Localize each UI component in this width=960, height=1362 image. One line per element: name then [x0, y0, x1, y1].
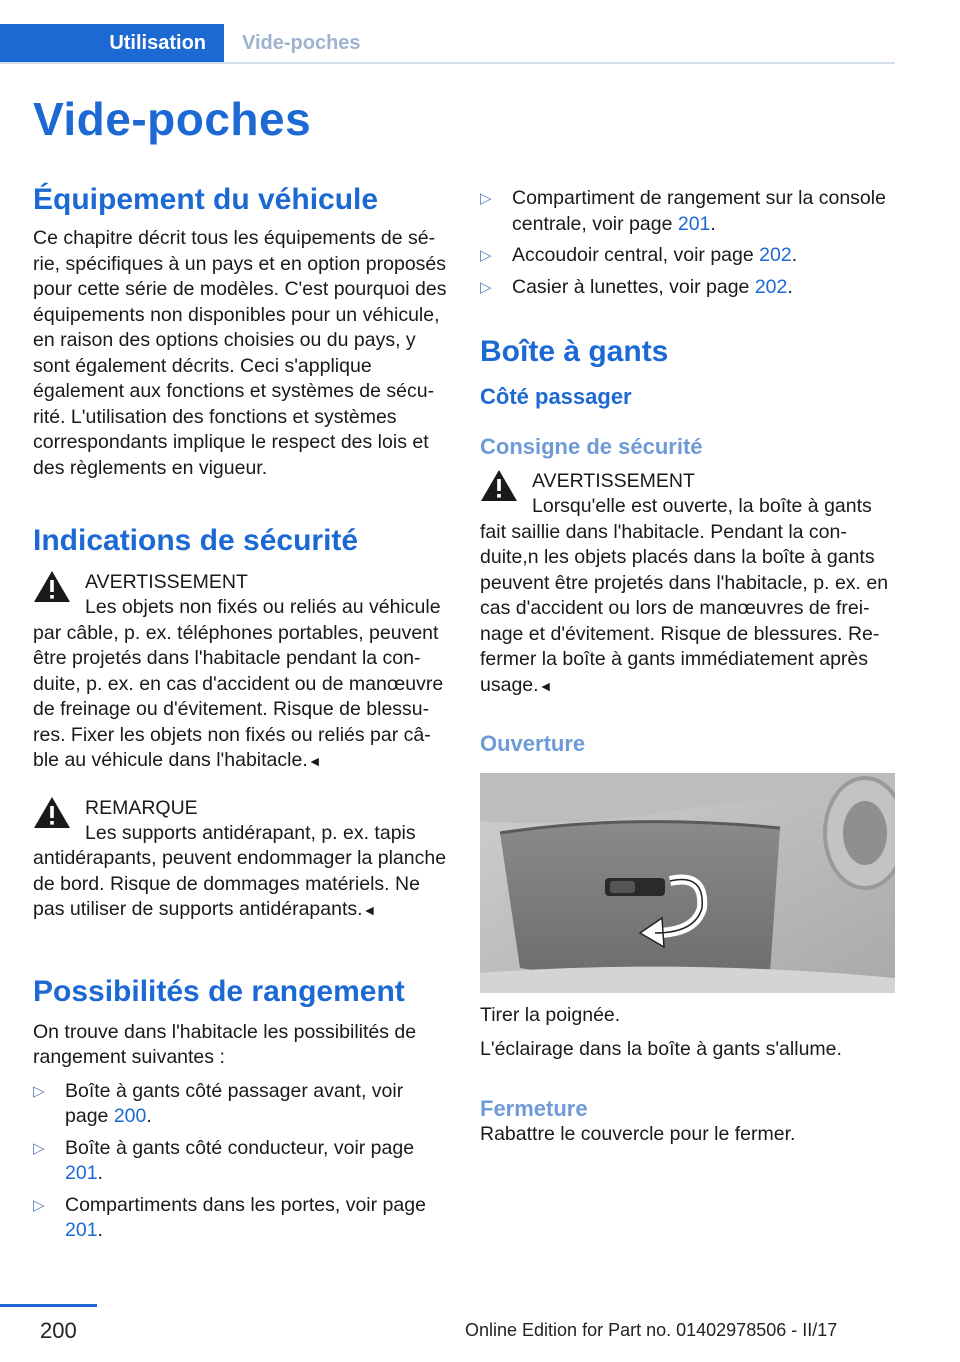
- page-link[interactable]: 201: [65, 1162, 98, 1184]
- storage-list-right: [480, 186, 895, 300]
- heading-opening: Ouverture: [480, 731, 586, 756]
- note-title: REMARQUE: [85, 796, 198, 819]
- left-column: [33, 180, 448, 1250]
- tab-vide-poches[interactable]: Vide-poches: [242, 32, 361, 54]
- warning-text: fait saillie dans l'habitacle. Pendant la conduite,n les objets placés dans la boîte à gants peuvent être projetés dans l'habitacle, p. ex. en cas d'accident ou lors de manœuvres de freinage et d'évitement. Risque de blessures. Refermer la boîte à gants immédiatement après usage.: [480, 520, 889, 696]
- list-item: ▷ Compartiments dans les portes, voir page 201.: [33, 1193, 426, 1241]
- note-text: antidérapants, peuvent endommager la planche de bord. Risque de dommages matériels. Ne pas utiliser de supports antidérapants.: [33, 847, 447, 920]
- warning-block-objects: [33, 569, 448, 775]
- triangle-bullet-icon: ▷: [33, 1139, 45, 1157]
- page-link[interactable]: 201: [65, 1219, 98, 1241]
- page-link[interactable]: 200: [113, 1105, 147, 1127]
- opening-step-2: L'éclairage dans la boîte à gants s'allume.: [480, 1037, 842, 1060]
- list-item: ▷ Compartiment de rangement sur la console centrale, voir page 201.: [480, 187, 886, 235]
- page-link[interactable]: 201: [677, 212, 711, 235]
- heading-equipment: Équipement du véhicule: [33, 183, 379, 216]
- page-number: 200: [40, 1318, 77, 1343]
- glovebox-photo: [480, 773, 895, 993]
- footer-rule: [0, 1304, 97, 1307]
- heading-storage: Possibilités de rangement: [33, 974, 405, 1008]
- list-item: ▷ Boîte à gants côté passager avant, voir page 200.: [33, 1079, 404, 1127]
- triangle-bullet-icon: ▷: [33, 1196, 45, 1214]
- triangle-bullet-icon: ▷: [33, 1082, 45, 1100]
- triangle-bullet-icon: ▷: [480, 190, 492, 207]
- page-title: Vide-poches: [33, 93, 312, 145]
- end-mark: ◄: [538, 677, 553, 694]
- warning-triangle-icon: [33, 795, 71, 829]
- heading-safety-notice: Consigne de sécurité: [480, 434, 703, 459]
- storage-intro: On trouve dans l'habitacle les possibilités de rangement suivantes :: [33, 1020, 417, 1068]
- triangle-bullet-icon: ▷: [480, 278, 492, 296]
- warning-triangle-icon: [33, 569, 71, 603]
- heading-glovebox: Boîte à gants: [480, 335, 669, 368]
- edition-info: Online Edition for Part no. 01402978506 - II/17: [465, 1320, 838, 1340]
- end-mark: ◄: [307, 753, 322, 769]
- note-text-lead: Les supports antidérapant, p. ex. tapis: [85, 821, 416, 844]
- triangle-bullet-icon: ▷: [480, 247, 492, 264]
- closing-text: Rabattre le couvercle pour le fermer.: [480, 1123, 796, 1145]
- right-column: [480, 186, 895, 1148]
- opening-step-1: Tirer la poignée.: [480, 1004, 621, 1026]
- warning-text-lead: Les objets non fixés ou reliés au véhicule: [85, 596, 441, 618]
- tab-utilisation[interactable]: Utilisation: [0, 24, 224, 62]
- heading-closing: Fermeture: [480, 1096, 588, 1121]
- warning-text: par câble, p. ex. téléphones portables, peuvent être projetés dans l'habitacle pendant la conduite, p. ex. en cas d'accident ou de manœuvre de freinage ou d'évitement. Risque de blessures. Fixer les objets non fixés ou reliés par câble au véhicule dans l'habitacle.: [33, 621, 444, 771]
- list-item: ▷ Casier à lunettes, voir page 202.: [480, 275, 895, 301]
- storage-list-left: [33, 1079, 448, 1244]
- note-block-antislip: [33, 795, 448, 924]
- warning-title: AVERTISSEMENT: [85, 571, 248, 593]
- warning-block-glovebox: [480, 468, 895, 699]
- equipment-text: Ce chapitre décrit tous les équipements de série, spécifiques à un pays et en option proposés pour cette série de modèles. C'est pourquoi des équipements non disponibles pour un véhicule, en raison des options choisies ou du pays, y sont également décrits. Ceci s'applique également aux fonctions et systèmes de sécurité. L'utilisation des fonctions et systèmes correspondants implique le respect des lois et des règlements en vigueur.: [33, 227, 447, 479]
- warning-triangle-icon: [480, 468, 518, 502]
- header-tabs: [0, 24, 895, 64]
- warning-title: AVERTISSEMENT: [532, 470, 695, 492]
- heading-passenger-side: Côté passager: [480, 384, 632, 409]
- page-link[interactable]: 202: [754, 275, 788, 298]
- list-item: ▷ Boîte à gants côté conducteur, voir page 201.: [33, 1136, 415, 1184]
- warning-text-lead: Lorsqu'elle est ouverte, la boîte à gants: [532, 495, 872, 517]
- list-item: ▷ Accoudoir central, voir page 202.: [480, 243, 895, 269]
- end-mark: ◄: [362, 902, 377, 918]
- heading-safety: Indications de sécurité: [33, 524, 359, 557]
- page-link[interactable]: 202: [759, 244, 792, 266]
